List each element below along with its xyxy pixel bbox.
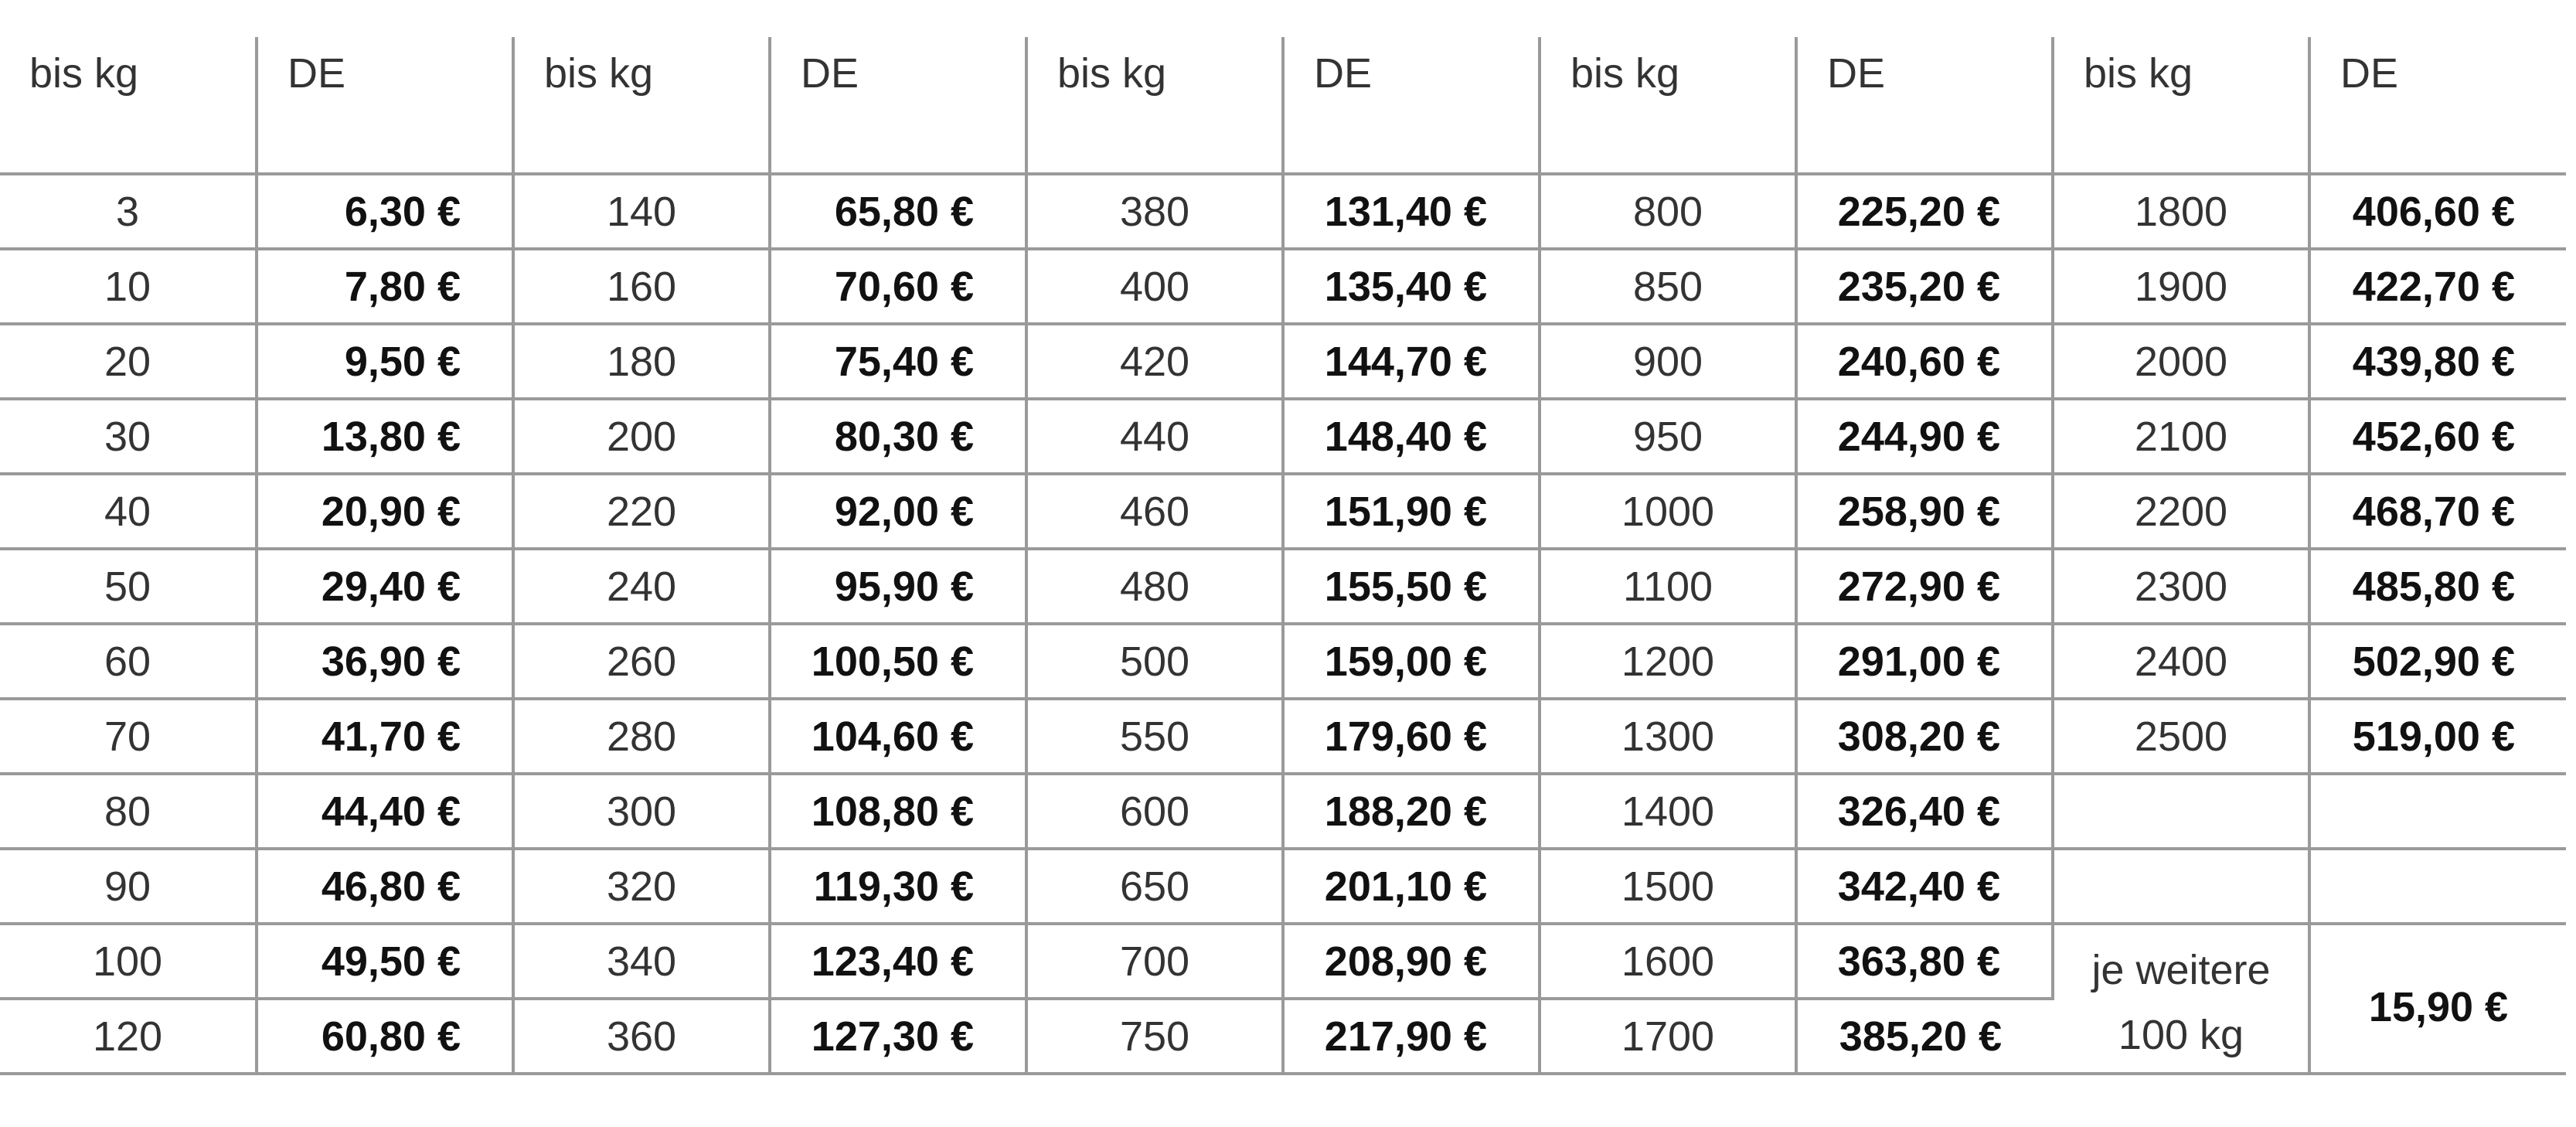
price-cell: 439,80 €	[2309, 324, 2566, 399]
weight-cell: 600	[1026, 774, 1283, 849]
price-cell: 104,60 €	[770, 699, 1026, 774]
extra-weight-label	[2053, 924, 2309, 1074]
price-cell: 119,30 €	[770, 849, 1026, 924]
table-row	[0, 324, 2566, 399]
price-cell: 485,80 €	[2309, 549, 2566, 624]
price-cell: 148,40 €	[1283, 399, 1540, 474]
column-header-weight: bis kg	[0, 37, 257, 174]
shipping-rate-table	[0, 37, 2566, 1075]
weight-cell: 2000	[2053, 324, 2309, 399]
weight-cell: 460	[1026, 474, 1283, 549]
price-cell: 108,80 €	[770, 774, 1026, 849]
column-header-weight: bis kg	[2053, 37, 2309, 174]
weight-cell: 550	[1026, 699, 1283, 774]
price-cell: 80,30 €	[770, 399, 1026, 474]
column-header-price: DE	[257, 37, 513, 174]
price-cell: 291,00 €	[1796, 624, 2053, 699]
weight-cell: 360	[513, 999, 770, 1074]
price-cell	[2309, 849, 2566, 924]
weight-cell: 100	[0, 924, 257, 999]
weight-cell: 180	[513, 324, 770, 399]
price-cell: 46,80 €	[257, 849, 513, 924]
weight-cell: 2200	[2053, 474, 2309, 549]
price-cell: 502,90 €	[2309, 624, 2566, 699]
price-cell: 70,60 €	[770, 249, 1026, 324]
weight-cell: 1300	[1540, 699, 1796, 774]
price-cell: 41,70 €	[257, 699, 513, 774]
weight-cell: 60	[0, 624, 257, 699]
weight-cell: 440	[1026, 399, 1283, 474]
table-body	[0, 174, 2566, 1074]
table-row	[0, 174, 2566, 249]
weight-cell: 650	[1026, 849, 1283, 924]
table-row	[0, 849, 2566, 924]
weight-cell: 50	[0, 549, 257, 624]
price-cell: 342,40 €	[1796, 849, 2053, 924]
weight-cell: 30	[0, 399, 257, 474]
weight-cell: 1500	[1540, 849, 1796, 924]
weight-cell: 40	[0, 474, 257, 549]
table-row	[0, 774, 2566, 849]
price-cell: 201,10 €	[1283, 849, 1540, 924]
table-row	[0, 399, 2566, 474]
weight-cell: 200	[513, 399, 770, 474]
extra-weight-label-line1: je weitere	[2091, 947, 2271, 993]
price-cell: 36,90 €	[257, 624, 513, 699]
column-header-weight: bis kg	[513, 37, 770, 174]
price-cell: 100,50 €	[770, 624, 1026, 699]
price-cell: 159,00 €	[1283, 624, 1540, 699]
weight-cell: 340	[513, 924, 770, 999]
weight-cell: 1800	[2053, 174, 2309, 249]
weight-cell: 1000	[1540, 474, 1796, 549]
price-cell: 60,80 €	[257, 999, 513, 1074]
column-header-price: DE	[1283, 37, 1540, 174]
weight-cell: 3	[0, 174, 257, 249]
price-cell: 244,90 €	[1796, 399, 2053, 474]
column-header-weight: bis kg	[1026, 37, 1283, 174]
weight-cell: 2400	[2053, 624, 2309, 699]
price-cell: 13,80 €	[257, 399, 513, 474]
weight-cell: 2300	[2053, 549, 2309, 624]
price-cell: 127,30 €	[770, 999, 1026, 1074]
weight-cell: 10	[0, 249, 257, 324]
price-cell: 131,40 €	[1283, 174, 1540, 249]
price-cell: 468,70 €	[2309, 474, 2566, 549]
price-cell: 155,50 €	[1283, 549, 1540, 624]
table-row	[0, 624, 2566, 699]
price-cell: 9,50 €	[257, 324, 513, 399]
weight-cell: 700	[1026, 924, 1283, 999]
column-header-weight: bis kg	[1540, 37, 1796, 174]
price-cell: 44,40 €	[257, 774, 513, 849]
weight-cell	[2053, 849, 2309, 924]
price-cell: 208,90 €	[1283, 924, 1540, 999]
price-cell: 240,60 €	[1796, 324, 2053, 399]
price-cell: 123,40 €	[770, 924, 1026, 999]
weight-cell: 1200	[1540, 624, 1796, 699]
price-cell: 452,60 €	[2309, 399, 2566, 474]
price-cell: 6,30 €	[257, 174, 513, 249]
weight-cell: 1900	[2053, 249, 2309, 324]
weight-cell	[2053, 774, 2309, 849]
column-header-price: DE	[770, 37, 1026, 174]
weight-cell: 70	[0, 699, 257, 774]
weight-cell: 1600	[1540, 924, 1796, 999]
column-header-price: DE	[2309, 37, 2566, 174]
price-cell: 217,90 €	[1283, 999, 1540, 1074]
price-cell: 519,00 €	[2309, 699, 2566, 774]
price-cell: 258,90 €	[1796, 474, 2053, 549]
weight-cell: 300	[513, 774, 770, 849]
extra-weight-label-line2: 100 kg	[2118, 1012, 2244, 1058]
price-cell: 144,70 €	[1283, 324, 1540, 399]
table-row	[0, 924, 2566, 999]
weight-cell: 400	[1026, 249, 1283, 324]
price-cell: 135,40 €	[1283, 249, 1540, 324]
weight-cell: 1100	[1540, 549, 1796, 624]
price-cell: 75,40 €	[770, 324, 1026, 399]
weight-cell: 80	[0, 774, 257, 849]
weight-cell: 260	[513, 624, 770, 699]
header-row	[0, 37, 2566, 174]
weight-cell: 90	[0, 849, 257, 924]
table-row	[0, 249, 2566, 324]
weight-cell: 500	[1026, 624, 1283, 699]
weight-cell: 240	[513, 549, 770, 624]
weight-cell: 2100	[2053, 399, 2309, 474]
price-cell: 179,60 €	[1283, 699, 1540, 774]
column-header-price: DE	[1796, 37, 2053, 174]
weight-cell: 1400	[1540, 774, 1796, 849]
weight-cell: 1700	[1540, 999, 1796, 1074]
weight-cell: 280	[513, 699, 770, 774]
price-cell: 406,60 €	[2309, 174, 2566, 249]
price-cell: 385,20 €	[1796, 999, 2053, 1074]
price-cell	[2309, 774, 2566, 849]
price-cell: 92,00 €	[770, 474, 1026, 549]
price-cell: 308,20 €	[1796, 699, 2053, 774]
weight-cell: 220	[513, 474, 770, 549]
price-cell: 272,90 €	[1796, 549, 2053, 624]
extra-weight-price: 15,90 €	[2309, 924, 2566, 1074]
weight-cell: 900	[1540, 324, 1796, 399]
price-cell: 151,90 €	[1283, 474, 1540, 549]
weight-cell: 480	[1026, 549, 1283, 624]
weight-cell: 800	[1540, 174, 1796, 249]
price-cell: 422,70 €	[2309, 249, 2566, 324]
table-row	[0, 549, 2566, 624]
table-row	[0, 699, 2566, 774]
weight-cell: 320	[513, 849, 770, 924]
price-cell: 29,40 €	[257, 549, 513, 624]
price-cell: 65,80 €	[770, 174, 1026, 249]
price-cell: 225,20 €	[1796, 174, 2053, 249]
weight-cell: 950	[1540, 399, 1796, 474]
weight-cell: 140	[513, 174, 770, 249]
price-cell: 49,50 €	[257, 924, 513, 999]
weight-cell: 20	[0, 324, 257, 399]
weight-cell: 750	[1026, 999, 1283, 1074]
weight-cell: 420	[1026, 324, 1283, 399]
weight-cell: 2500	[2053, 699, 2309, 774]
price-cell: 20,90 €	[257, 474, 513, 549]
weight-cell: 120	[0, 999, 257, 1074]
price-cell: 326,40 €	[1796, 774, 2053, 849]
price-cell: 95,90 €	[770, 549, 1026, 624]
weight-cell: 850	[1540, 249, 1796, 324]
price-cell: 188,20 €	[1283, 774, 1540, 849]
weight-cell: 380	[1026, 174, 1283, 249]
price-cell: 235,20 €	[1796, 249, 2053, 324]
price-cell: 7,80 €	[257, 249, 513, 324]
price-cell: 363,80 €	[1796, 924, 2053, 999]
table-row	[0, 474, 2566, 549]
weight-cell: 160	[513, 249, 770, 324]
